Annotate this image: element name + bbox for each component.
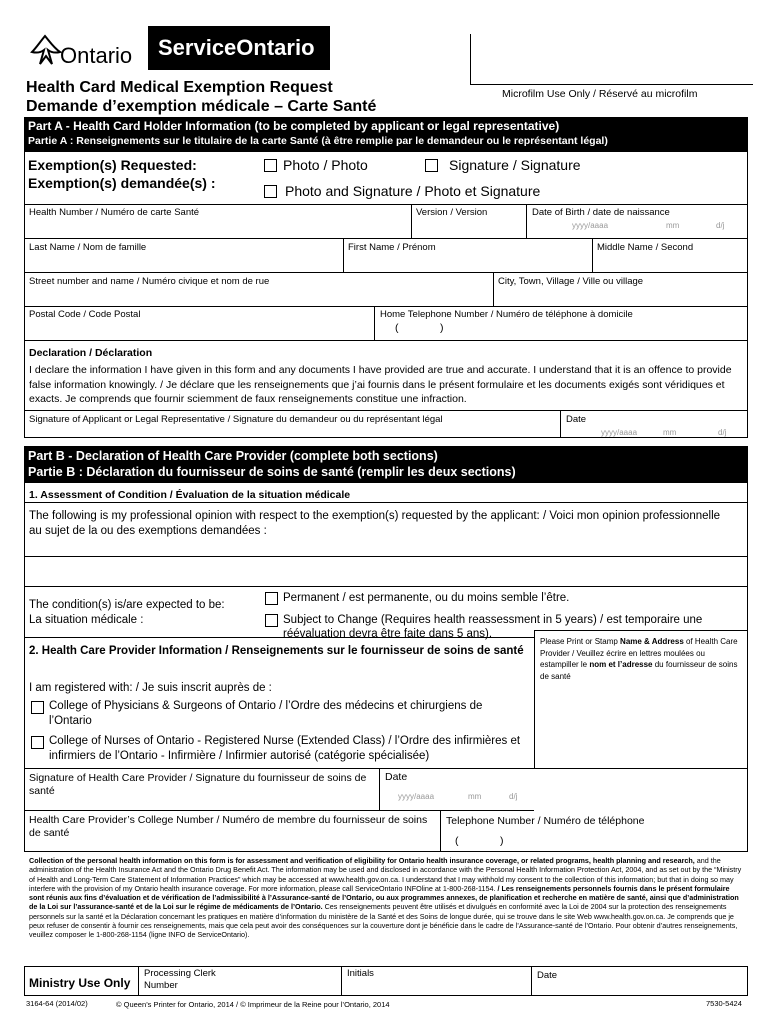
home-phone-field[interactable]	[376, 322, 746, 338]
dob-label: Date of Birth / date de naissance	[532, 207, 670, 218]
notice-fr-details: Ces renseignements peuvent être utilisés et divulgués en conformité avec la Loi de 2004 sur la protection des renseignements personnels sur la santé et la Déclaration concernant les pratiques en matière d’information du ministère de la Santé et des Soins de longue durée, qui se trouve dans le site Web www.health.gov.on.ca. Je comprends que je peux refuser de consentir à fournir ces renseignements, mais que cela peut avoir des conséquences sur la couverture dont je bénéficie dans le cadre de l’Assurance-santé de l’Ontario. Pour obtenir d’autres renseignements, veuillez composer le 1-800-268-1154 (ligne INFO de ServiceOntario).	[29, 902, 738, 940]
provider-info-title: 2. Health Care Provider Information / Renseignements sur le fournisseur de soins de santé	[29, 645, 524, 657]
initials-label: Initials	[347, 968, 374, 979]
photo-and-signature-checkbox[interactable]	[264, 185, 277, 198]
home-phone-paren-close: )	[440, 322, 444, 334]
postal-code-label: Postal Code / Code Postal	[29, 309, 141, 320]
street-label: Street number and name / Numéro civique et nom de rue	[29, 276, 270, 287]
processing-clerk-label: Processing Clerk Number	[144, 968, 216, 991]
dob-field[interactable]	[528, 220, 746, 236]
stamp-note-bold2: nom et l’adresse	[589, 660, 653, 669]
cpso-checkbox[interactable]	[31, 701, 44, 714]
signature-checkbox[interactable]	[425, 159, 438, 172]
assessment-field[interactable]	[26, 540, 746, 554]
part-a-heading	[24, 117, 748, 151]
college-number-field[interactable]	[26, 838, 436, 850]
cno-label: College of Nurses of Ontario - Registered Nurse (Extended Class) / l’Ordre des infirmières et infirmiers de l’Ontario - Infirmière / Infirmier autorisé (catégorie spécialisée)	[49, 735, 521, 762]
city-label: City, Town, Village / Ville ou village	[498, 276, 644, 287]
dob-yyyy: yyyy/aaaa	[572, 221, 609, 230]
last-name-label: Last Name / Nom de famille	[29, 242, 147, 253]
applicant-date-yyyy: yyyy/aaaa	[601, 428, 638, 437]
health-number-label: Health Number / Numéro de carte Santé	[29, 207, 200, 218]
provider-date-yyyy: yyyy/aaaa	[398, 792, 435, 801]
subject-to-change-label: Subject to Change (Requires health reassessment in 5 years) / est temporaire une réévaluation devra être faite dans 5 ans).	[283, 614, 703, 640]
cpso-label: College of Physicians & Surgeons of Ontario / l’Ordre des médecins et chirurgiens de l’Ontario	[49, 700, 483, 727]
dob-mm: mm	[666, 221, 680, 230]
health-number-field[interactable]	[26, 220, 408, 236]
street-field[interactable]	[26, 288, 490, 304]
provider-signature-field[interactable]	[26, 796, 376, 808]
ministry-date-label: Date	[537, 970, 558, 981]
declaration-text: I declare the information I have given in this form and any documents I have provided are true and accurate. I understand that it is an offence to provide false information knowingly. / Je déclare que les renseignements que j’ai fournis dans le présent formulaire et les documents exigés sont véridiques et exacts. Je comprends que fournir sciemment de faux renseignements constitue une infraction.	[29, 364, 732, 405]
dob-dj: d/j	[716, 221, 725, 230]
subject-to-change-checkbox[interactable]	[265, 614, 278, 627]
ontario-wordmark: Ontario	[60, 43, 133, 68]
part-a-heading-fr: Partie A : Renseignements sur le titulaire de la carte Santé (à être remplie par le demandeur ou le représentant légal)	[28, 135, 608, 147]
middle-name-label: Middle Name / Second	[597, 242, 694, 253]
provider-telephone-label: Telephone Number / Numéro de téléphone	[446, 815, 645, 827]
trillium-icon	[26, 34, 64, 70]
provider-date-label: Date	[385, 771, 408, 783]
serviceontario-logo	[148, 26, 330, 70]
postal-code-field[interactable]	[26, 322, 370, 338]
provider-telephone-field[interactable]	[442, 834, 746, 850]
exemptions-requested-label: Exemption(s) Requested:	[28, 157, 197, 173]
provider-signature-label: Signature of Health Care Provider / Signature du fournisseur de soins de santé	[29, 772, 367, 797]
city-field[interactable]	[496, 288, 746, 304]
provider-phone-paren-open: (	[455, 835, 459, 847]
declaration-title: Declaration / Déclaration	[29, 347, 153, 359]
ministry-use-label: Ministry Use Only	[29, 976, 131, 990]
part-b-heading	[24, 446, 748, 482]
condition-label-fr: La situation médicale :	[29, 614, 144, 626]
registered-with-label: I am registered with: / Je suis inscrit auprès de :	[29, 682, 272, 694]
photo-checkbox[interactable]	[264, 159, 277, 172]
photo-and-signature-label: Photo and Signature / Photo et Signature	[285, 183, 541, 199]
privacy-notice	[29, 856, 745, 940]
applicant-date-dj: d/j	[718, 428, 727, 437]
ministry-date-field[interactable]	[533, 968, 746, 994]
home-phone-paren-open: (	[395, 322, 399, 334]
signature-option-label: Signature / Signature	[449, 157, 581, 173]
stamp-note-part3: du fournisseur de soins de santé	[540, 660, 738, 681]
home-phone-label: Home Telephone Number / Numéro de téléphone à domicile	[380, 309, 633, 320]
condition-label-en: The condition(s) is/are expected to be:	[29, 599, 225, 611]
microfilm-box	[470, 34, 753, 85]
provider-date-mm: mm	[468, 792, 482, 801]
stamp-note-part1: Please Print or Stamp	[540, 637, 621, 646]
applicant-signature-label: Signature of Applicant or Legal Representative / Signature du demandeur ou du représentant légal	[29, 414, 443, 425]
part-b-heading-en: Part B - Declaration of Health Care Provider (complete both sections)	[28, 449, 438, 463]
assessment-text: The following is my professional opinion with respect to the exemption(s) requested by the applicant: / Voici mon opinion professionnelle au sujet de la ou des exemptions demandées :	[29, 510, 721, 537]
provider-stamp-area[interactable]	[536, 690, 746, 766]
middle-name-field[interactable]	[594, 254, 746, 270]
permanent-label: Permanent / est permanente, ou du moins semble l’être.	[283, 592, 570, 604]
last-name-field[interactable]	[26, 254, 340, 270]
permanent-checkbox[interactable]	[265, 592, 278, 605]
form-code: 7530-5424	[706, 999, 742, 1008]
stamp-note	[540, 636, 742, 682]
copyright: © Queen’s Printer for Ontario, 2014 / © Imprimeur de la Reine pour l’Ontario, 2014	[116, 1000, 390, 1009]
part-a-heading-en: Part A - Health Card Holder Information (to be completed by applicant or legal representative)	[28, 119, 560, 133]
part-b-heading-fr: Partie B : Déclaration du fournisseur de soins de santé (remplir les deux sections)	[28, 465, 516, 479]
processing-clerk-field[interactable]	[140, 968, 340, 994]
initials-field[interactable]	[343, 968, 529, 994]
form-title-fr: Demande d’exemption médicale – Carte Santé	[26, 98, 377, 115]
serviceontario-wordmark: ServiceOntario	[158, 35, 315, 60]
cno-checkbox[interactable]	[31, 736, 44, 749]
applicant-signature-field[interactable]	[26, 426, 556, 436]
form-number: 3164-64 (2014/02)	[26, 999, 88, 1008]
ontario-logo	[26, 34, 138, 70]
notice-collection: Collection of the personal health information on this form is for assessment and verification of eligibility for Ontario health insurance coverage, or related programs, health planning and research,	[29, 856, 695, 865]
provider-phone-paren-close: )	[500, 835, 504, 847]
first-name-field[interactable]	[346, 254, 590, 270]
microfilm-label: Microfilm Use Only / Réservé au microfilm	[502, 88, 698, 100]
notice-details: and the administration of the Health Insurance Act and the Ontario Drug Benefit Act. The information may be used and disclosed in accordance with the Personal Health Information Protection Act, 2004, and as set out by the “Ministry of Health and Long-Term Care Statement of Information Practices” which may be accessed at www.health.gov.on.ca. I understand that I may withhold my consent to the collection of this information; but that in doing so may interfere with the provision of my Ontario health insurance coverage. For more information, please call ServiceOntario INFOline at 1-800-268-1154.	[29, 856, 742, 893]
exemptions-requested-label-fr: Exemption(s) demandée(s) :	[28, 175, 216, 191]
version-label: Version / Version	[416, 207, 488, 218]
assessment-field-2[interactable]	[26, 560, 746, 582]
stamp-note-bold1: Name & Address	[620, 637, 684, 646]
assessment-title: 1. Assessment of Condition / Évaluation de la situation médicale	[29, 489, 351, 501]
notice-fr-collection: / Les renseignements personnels fournis dans le présent formulaire sont réunis aux fins d’évaluation et de vérification de l’admissibilité à l’Assurance-santé de l’Ontario, ou aux programmes annexes, de planification et recherche en matière de santé, ainsi que d’administration de la Loi sur l’assurance-santé et de la Loi sur le régime de médicaments de l’Ontario.	[29, 883, 739, 912]
photo-option-label: Photo / Photo	[283, 157, 368, 173]
provider-date-dj: d/j	[509, 792, 518, 801]
first-name-label: First Name / Prénom	[348, 242, 436, 253]
stamp-note-part2: of Health Care Provider / Veuillez écrire en lettres moulées ou estampiller le	[540, 637, 738, 669]
applicant-date-mm: mm	[663, 428, 677, 437]
form-title-en: Health Card Medical Exemption Request	[26, 79, 333, 96]
college-number-label: Health Care Provider’s College Number / Numéro de membre du fournisseur de soins de santé	[29, 814, 428, 839]
version-field[interactable]	[414, 220, 522, 236]
applicant-date-label: Date	[566, 414, 587, 425]
